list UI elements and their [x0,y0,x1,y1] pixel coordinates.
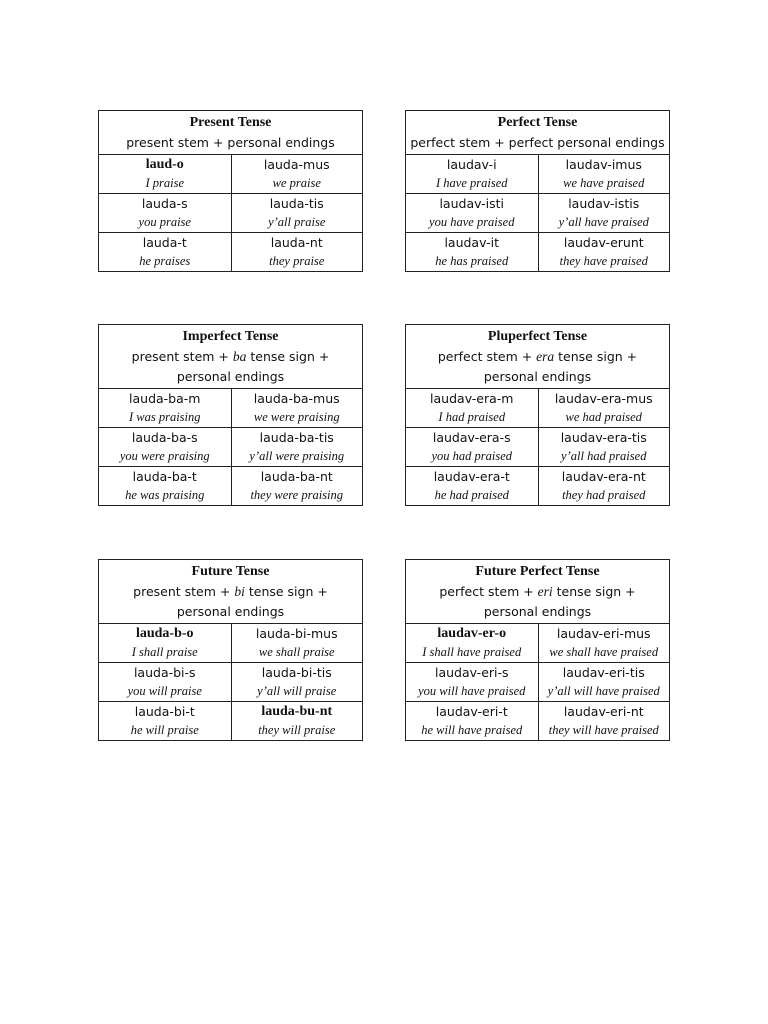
table-row [99,194,362,233]
third-singular-cell [406,702,538,740]
second-singular-cell [99,663,231,701]
verb-form: lauda-bi-t [134,704,195,719]
table-title: Pluperfect Tense [487,329,588,344]
second-plural-cell [231,663,363,701]
verb-gloss: they have praised [559,254,648,268]
table-row [406,702,669,740]
verb-gloss: you will praise [127,684,202,698]
table-row [99,233,362,271]
verb-gloss: we were praising [253,410,340,424]
formula-text: present stem + [133,584,235,599]
first-singular-cell [406,389,538,427]
third-singular-cell [406,233,538,271]
verb-gloss: I have praised [435,176,508,190]
tense-sign: bi [234,584,245,599]
verb-gloss: you had praised [431,449,513,463]
table-title: Imperfect Tense [182,329,279,344]
third-plural-cell [231,702,363,740]
formula-text: tense sign + [554,349,638,364]
first-singular-cell [406,155,538,193]
first-plural-cell [231,624,363,662]
table-title: Perfect Tense [497,115,578,130]
table-row [406,389,669,428]
table-formula [99,582,362,602]
verb-gloss: he will have praised [421,723,523,737]
verb-gloss: we had praised [565,410,642,424]
second-singular-cell [406,428,538,466]
verb-gloss: I had praised [438,410,506,424]
table-row [406,467,669,505]
verb-form: laudav-imus [565,157,642,172]
third-singular-cell [99,233,231,271]
verb-gloss: y’all were praising [249,449,345,463]
imperfect-tense-table [98,324,363,506]
first-plural-cell [538,624,670,662]
third-singular-cell [99,702,231,740]
verb-gloss: y’all praise [268,215,326,229]
tense-sign: ba [232,349,247,364]
second-singular-cell [406,194,538,232]
formula-text: tense sign + [246,349,330,364]
second-plural-cell [231,428,363,466]
third-plural-cell [231,467,363,505]
verb-gloss: they praise [269,254,325,268]
table-title: Present Tense [189,115,272,130]
table-formula [406,582,669,602]
second-plural-cell [538,194,670,232]
verb-form: laudav-era-tis [560,430,647,445]
formula-text: tense sign + [244,584,328,599]
table-row [99,624,362,663]
verb-form: lauda-nt [270,235,323,250]
verb-gloss: I praise [145,176,185,190]
verb-form: laudav-eri-mus [556,626,651,641]
first-plural-cell [538,389,670,427]
third-singular-cell [99,467,231,505]
verb-gloss: he was praising [125,488,205,502]
table-formula-continued: personal endings [176,369,285,384]
verb-gloss: he had praised [434,488,509,502]
table-header [406,560,669,624]
pluperfect-tense-table [405,324,670,506]
formula-text: present stem + [131,349,233,364]
third-plural-cell [538,467,670,505]
verb-form: lauda-bi-s [133,665,196,680]
verb-form: laudav-eri-s [434,665,509,680]
first-singular-cell [99,389,231,427]
table-header [99,560,362,624]
verb-gloss: I shall have praised [422,645,522,659]
table-formula [99,347,362,367]
verb-gloss: they had praised [562,488,646,502]
table-row [99,702,362,740]
second-singular-cell [99,194,231,232]
third-plural-cell [538,233,670,271]
table-row [406,624,669,663]
present-tense-table [98,110,363,272]
table-formula-continued: personal endings [176,604,285,619]
table-title: Future Perfect Tense [475,564,600,579]
table-formula-continued: personal endings [483,369,592,384]
formula-text: perfect stem + [437,349,537,364]
table-formula: present stem + personal endings [126,135,335,150]
verb-form: lauda-ba-t [132,469,197,484]
third-plural-cell [231,233,363,271]
table-row [406,194,669,233]
verb-gloss: I was praising [128,410,201,424]
third-singular-cell [406,467,538,505]
verb-form: lauda-ba-nt [260,469,333,484]
third-plural-cell [538,702,670,740]
table-title: Future Tense [191,564,270,579]
verb-form: lauda-mus [263,157,330,172]
verb-form: lauda-ba-mus [253,391,340,406]
verb-gloss: you will have praised [418,684,526,698]
verb-form: laudav-eri-tis [562,665,645,680]
verb-gloss: he praises [139,254,191,268]
verb-gloss: y’all had praised [561,449,647,463]
verb-gloss: we shall praise [258,645,335,659]
second-plural-cell [538,428,670,466]
verb-gloss: they will have praised [548,723,659,737]
first-plural-cell [231,389,363,427]
tense-sign: eri [537,584,553,599]
verb-form: lauda-b-o [135,626,194,641]
table-row [406,428,669,467]
table-row [406,155,669,194]
verb-form: lauda-bi-mus [255,626,338,641]
first-singular-cell [99,624,231,662]
table-header [99,111,362,155]
first-singular-cell [406,624,538,662]
verb-gloss: they were praising [250,488,344,502]
verb-form: laudav-era-m [430,391,514,406]
table-row [406,233,669,271]
formula-text: tense sign + [552,584,636,599]
table-row [406,663,669,702]
verb-form: laudav-era-nt [561,469,646,484]
verb-form: lauda-tis [269,196,324,211]
verb-form: laud-o [145,157,184,172]
tense-sign: era [536,349,555,364]
verb-gloss: y’all will have praised [547,684,660,698]
verb-form: laudav-i [446,157,497,172]
verb-gloss: you have praised [429,215,515,229]
verb-form: laudav-isti [439,196,505,211]
verb-form: laudav-erunt [563,235,644,250]
first-plural-cell [231,155,363,193]
first-plural-cell [538,155,670,193]
table-formula [406,347,669,367]
table-header [406,111,669,155]
verb-gloss: y’all have praised [558,215,649,229]
future-perfect-tense-table [405,559,670,741]
verb-gloss: they will praise [258,723,336,737]
verb-gloss: we praise [272,176,321,190]
verb-form: laudav-eri-nt [563,704,644,719]
verb-form: lauda-s [141,196,188,211]
verb-form: lauda-bi-tis [261,665,332,680]
second-plural-cell [231,194,363,232]
perfect-tense-table [405,110,670,272]
verb-form: lauda-ba-tis [259,430,334,445]
first-singular-cell [99,155,231,193]
table-header [406,325,669,389]
verb-form: laudav-er-o [437,626,507,641]
verb-gloss: we shall have praised [549,645,659,659]
second-singular-cell [99,428,231,466]
verb-gloss: he has praised [435,254,509,268]
verb-gloss: y’all will praise [257,684,337,698]
verb-form: lauda-ba-s [131,430,198,445]
verb-gloss: we have praised [563,176,645,190]
verb-form: laudav-it [444,235,500,250]
verb-gloss: you were praising [119,449,210,463]
verb-form: lauda-t [142,235,187,250]
future-tense-table [98,559,363,741]
table-formula-continued: personal endings [483,604,592,619]
verb-form: laudav-istis [568,196,640,211]
table-row [99,389,362,428]
table-header [99,325,362,389]
verb-form: laudav-era-s [432,430,511,445]
verb-gloss: he will praise [130,723,199,737]
verb-gloss: I shall praise [131,645,198,659]
verb-form: laudav-eri-t [435,704,508,719]
table-row [99,428,362,467]
formula-text: perfect stem + [439,584,538,599]
verb-form: lauda-ba-m [129,391,201,406]
table-row [99,663,362,702]
second-plural-cell [538,663,670,701]
second-singular-cell [406,663,538,701]
verb-gloss: you praise [138,215,191,229]
table-row [99,155,362,194]
verb-form: laudav-era-t [433,469,510,484]
table-formula: perfect stem + perfect personal endings [410,135,665,150]
verb-form: laudav-era-mus [554,391,653,406]
table-row [99,467,362,505]
verb-form: lauda-bu-nt [261,704,333,719]
